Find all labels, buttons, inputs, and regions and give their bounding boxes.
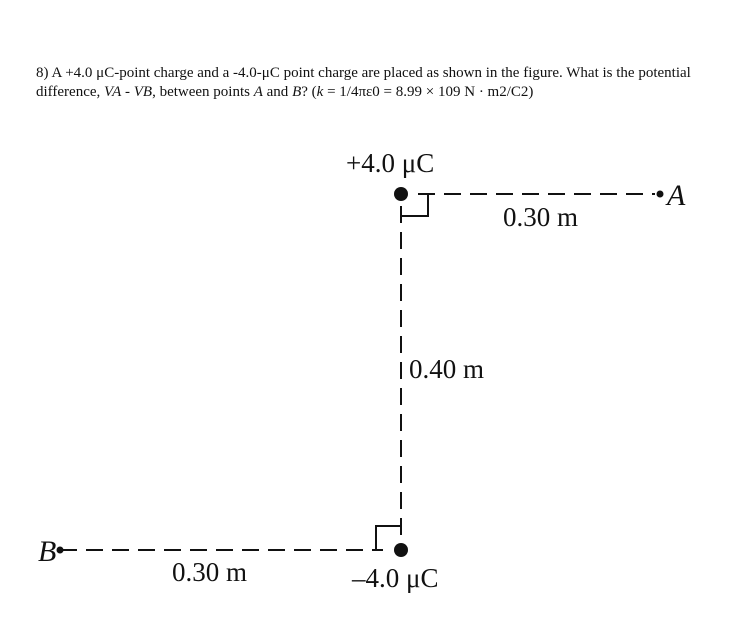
question-text: 8) A +4.0 μC-point charge and a -4.0-μC point charge are placed as shown in the figure. What is the potential difference, VA - VB, between points A and B? (k = 1/4πε0 = 8.99 × 109 N · m2/C2)	[36, 65, 691, 100]
distance-top-label: 0.30 m	[503, 202, 579, 232]
va-symbol: VA	[104, 84, 122, 100]
k-symbol: k	[316, 84, 324, 100]
positive-charge-dot	[394, 187, 408, 201]
distance-bottom-label: 0.30 m	[172, 557, 248, 587]
charge-bottom-label: –4.0 μC	[352, 563, 439, 593]
distance-vertical-label: 0.40 m	[409, 354, 485, 384]
question-number: 8)	[36, 65, 49, 81]
negative-charge-dot	[394, 543, 408, 557]
point-a-dot	[657, 191, 664, 198]
vb-symbol: VB	[133, 84, 153, 100]
point-b-dot	[57, 547, 64, 554]
point-a-ref: A	[253, 84, 263, 100]
charge-top-label: +4.0 μC	[346, 148, 435, 178]
point-b-label: B	[38, 535, 57, 568]
point-a-label: A	[667, 179, 686, 212]
point-b-ref: B	[292, 84, 302, 100]
